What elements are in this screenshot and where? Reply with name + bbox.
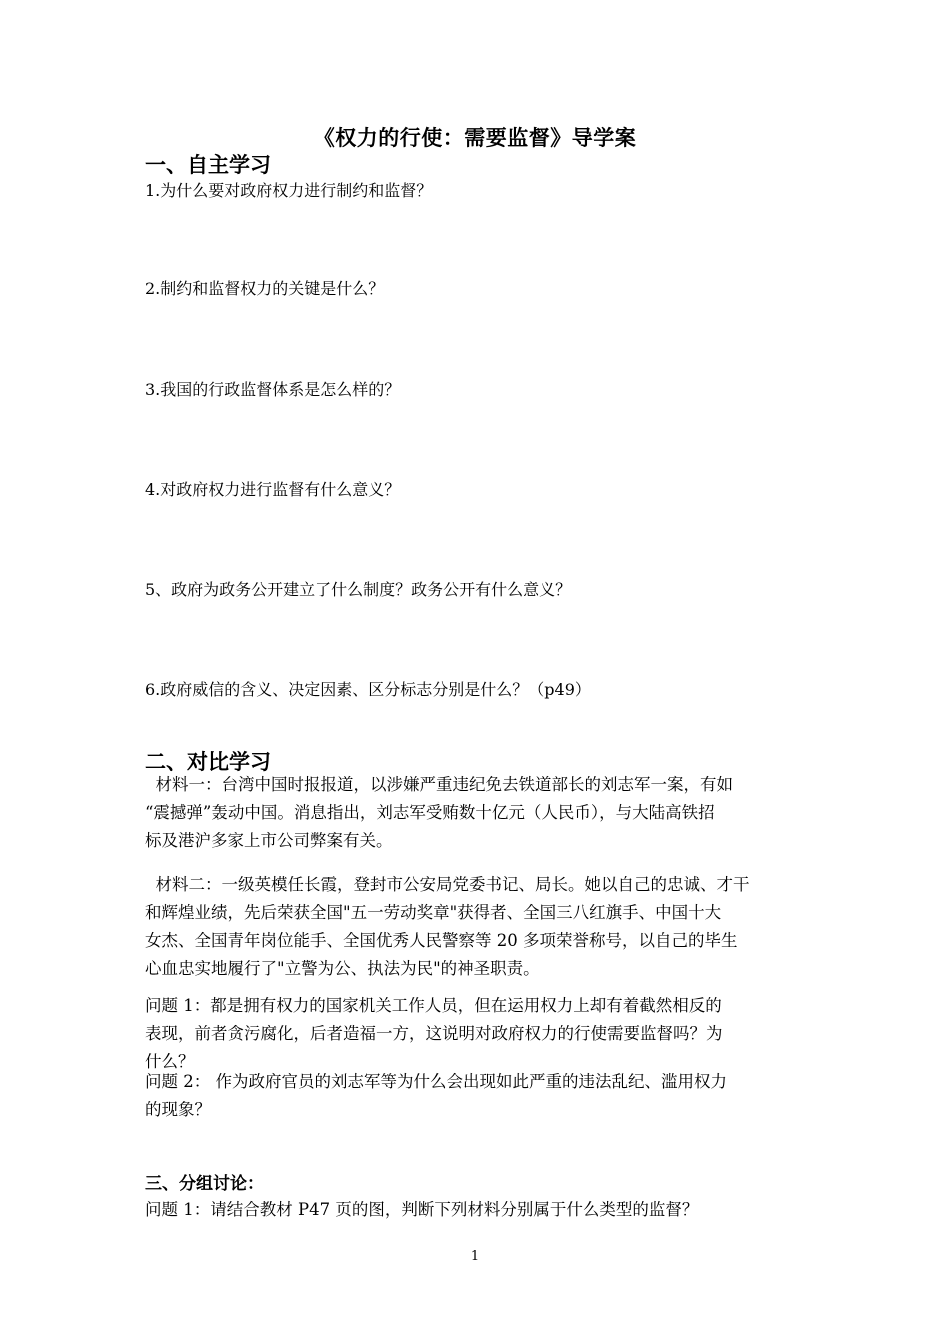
material-one-line: 材料一：台湾中国时报报道，以涉嫌严重违纪免去铁道部长的刘志军一案，有如 [145, 775, 733, 794]
document-title: 《权力的行使：需要监督》导学案 [313, 126, 637, 150]
material-two-line: 心血忠实地履行了"立警为公、执法为民"的神圣职责。 [145, 959, 540, 978]
material-two-line: 和辉煌业绩，先后荣获全国"五一劳动奖章"获得者、全国三八红旗手、中国十大 [145, 903, 722, 922]
question-line: 的现象？ [145, 1100, 211, 1119]
comparison-question-1 [145, 992, 813, 1076]
material-one-line: 标及港沪多家上市公司弊案有关。 [145, 831, 393, 850]
question-line: 什么？ [145, 1052, 195, 1071]
material-one-paragraph [145, 771, 813, 855]
self-study-question-1: 1.为什么要对政府权力进行制约和监督？ [145, 181, 433, 200]
material-one-line: “震撼弹”轰动中国。消息指出，刘志军受贿数十亿元（人民币），与大陆高铁招 [145, 803, 715, 822]
group-discussion-question-1: 问题 1：请结合教材 P47 页的图，判断下列材料分别属于什么类型的监督？ [145, 1200, 699, 1219]
self-study-question-4: 4.对政府权力进行监督有什么意义？ [145, 480, 401, 499]
question-line: 问题 2： 作为政府官员的刘志军等为什么会出现如此严重的违法乱纪、滥用权力 [145, 1072, 727, 1091]
comparison-question-2 [145, 1068, 813, 1124]
material-two-line: 材料二：一级英模任长霞，登封市公安局党委书记、局长。她以自己的忠诚、才干 [145, 875, 750, 894]
self-study-question-2: 2.制约和监督权力的关键是什么？ [145, 279, 385, 298]
self-study-question-5: 5、政府为政务公开建立了什么制度？政务公开有什么意义？ [145, 580, 572, 599]
section-heading-group-discussion: 三、分组讨论： [145, 1174, 264, 1194]
question-line: 问题 1：都是拥有权力的国家机关工作人员，但在运用权力上却有着截然相反的 [145, 996, 722, 1015]
self-study-question-6: 6.政府威信的含义、决定因素、区分标志分别是什么？（p49） [145, 680, 591, 699]
page-number: 1 [470, 1249, 480, 1264]
material-two-paragraph [145, 871, 813, 983]
self-study-question-3: 3.我国的行政监督体系是怎么样的？ [145, 380, 401, 399]
section-heading-self-study: 一、自主学习 [145, 153, 271, 177]
section-heading-comparison: 二、对比学习 [145, 750, 271, 774]
material-two-line: 女杰、全国青年岗位能手、全国优秀人民警察等 20 多项荣誉称号，以自己的毕生 [145, 931, 738, 950]
question-line: 表现，前者贪污腐化，后者造福一方，这说明对政府权力的行使需要监督吗？为 [145, 1024, 723, 1043]
